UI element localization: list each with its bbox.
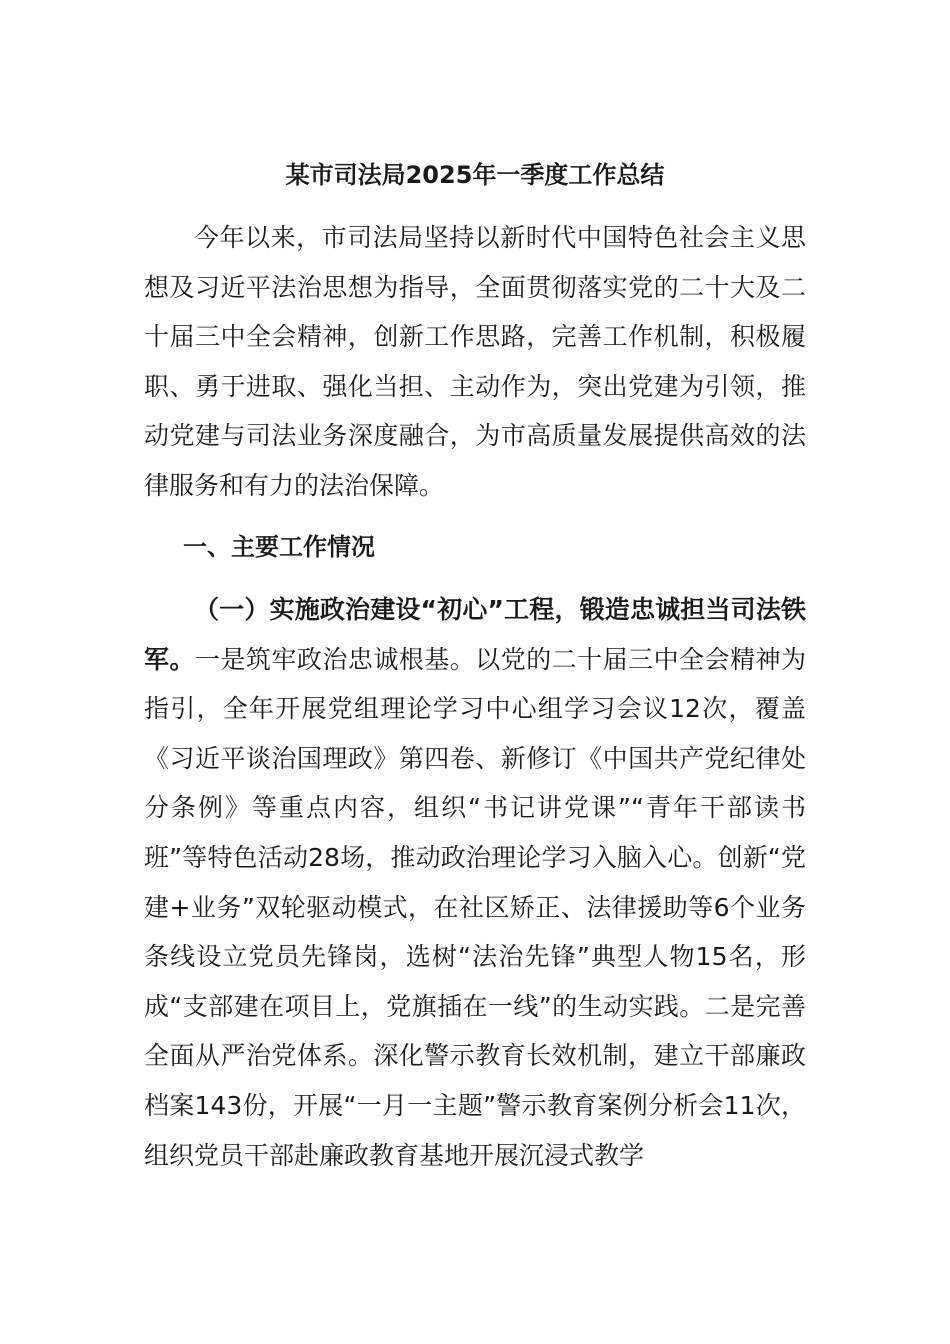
intro-paragraph: 今年以来，市司法局坚持以新时代中国特色社会主义思想及习近平法治思想为指导，全面贯彻落实党的二十大及二十届三中全会精神，创新工作思路，完善工作机制，积极履职、勇于进取、强化当担、主动作为，突出党建为引领，推动党建与司法业务深度融合，为市高质量发展提供高效的法律服务和有力的法治保障。 [144,223,806,500]
document-title: 某市司法局2025年一季度工作总结 [285,161,665,189]
subsection-body: 一是筑牢政治忠诚根基。以党的二十届三中全会精神为指引，全年开展党组理论学习中心组学习会议12次，覆盖《习近平谈治国理政》第四卷、新修订《中国共产党纪律处分条例》等重点内容，组织“书记讲党课”“青年干部读书班”等特色活动28场，推动政治理论学习入脑入心。创新“党建+业务”双轮驱动模式，在社区矫正、法律援助等6个业务条线设立党员先锋岗，选树“法治先锋”典型人物15名，形成“支部建在项目上，党旗插在一线”的生动实践。二是完善全面从严治党体系。深化警示教育长效机制，建立干部廉政档案143份，开展“一月一主题”警示教育案例分析会11次，组织党员干部赴廉政教育基地开展沉浸式教学 [144,644,806,1170]
subsection-paragraph [144,585,806,1180]
section-heading: 一、主要工作情况 [183,533,375,561]
subsection-lead: （一）实施政治建设“初心”工程，锻造忠诚担当司法铁军。 [144,595,806,674]
